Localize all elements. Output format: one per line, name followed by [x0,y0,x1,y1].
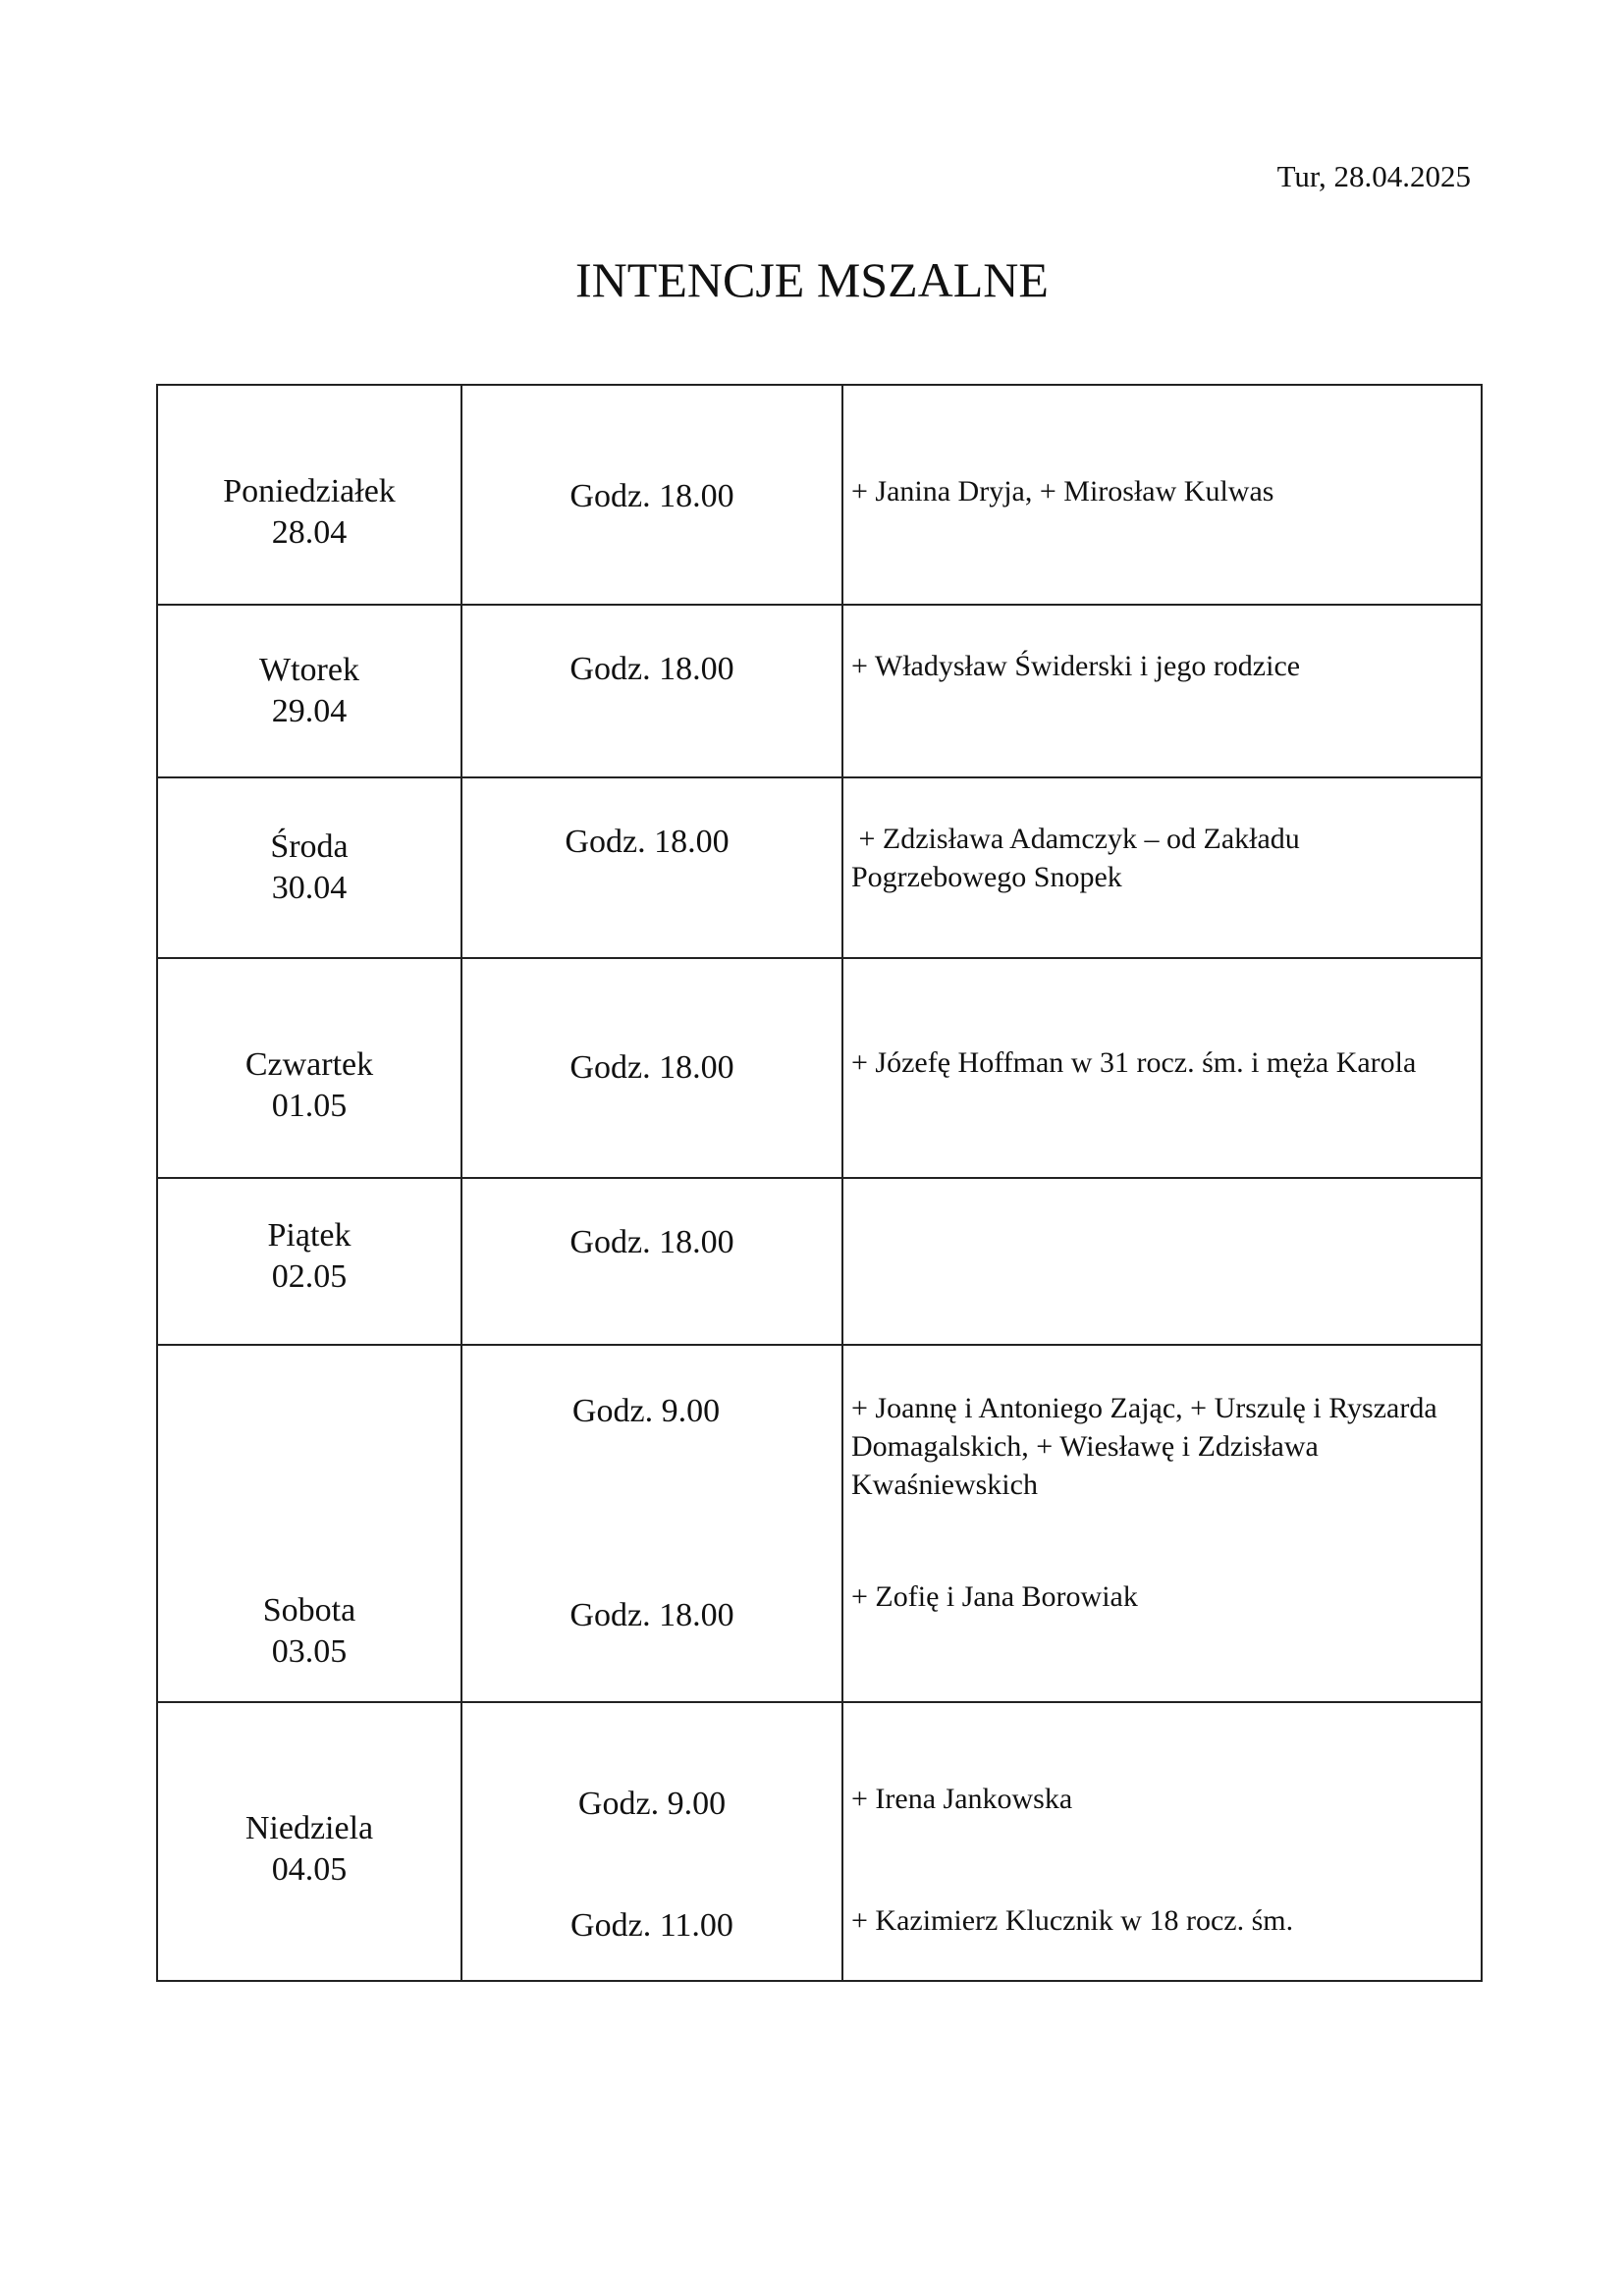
time-cell [461,1178,842,1345]
day-cell [157,1345,461,1702]
day-date: 30.04 [271,870,348,906]
day-name: Niedziela [244,1810,374,1846]
intention-cell [842,1345,1482,1702]
intention-cell [842,1702,1482,1981]
mass-time: Godz. 18.00 [569,478,734,514]
day-name: Piątek [267,1217,352,1254]
table-row-thursday [157,958,1482,1178]
table-row-sunday [157,1702,1482,1981]
intention-cell [842,605,1482,777]
mass-intention: + Władysław Świderski i jego rodzice [851,650,1301,682]
day-date: 29.04 [271,693,348,729]
intention-cell [842,1178,1482,1345]
document-title: INTENCJE MSZALNE [575,252,1049,307]
mass-intentions-table [156,384,1483,1982]
mass-time: Godz. 11.00 [570,1907,733,1944]
day-name: Środa [270,828,349,865]
day-name: Sobota [262,1592,356,1629]
mass-intention: + Kazimierz Klucznik w 18 rocz. śm. [851,1904,1294,1937]
day-date: 01.05 [271,1088,348,1124]
day-name: Poniedziałek [223,473,396,509]
mass-time: Godz. 18.00 [569,1224,734,1260]
mass-intention: + Józefę Hoffman w 31 rocz. śm. i męża Karola [851,1046,1417,1079]
mass-time: Godz. 18.00 [569,1597,734,1633]
day-cell [157,1178,461,1345]
day-date: 02.05 [271,1258,348,1295]
mass-time: Godz. 18.00 [569,1049,734,1086]
day-cell [157,385,461,605]
day-date: 28.04 [271,514,348,551]
day-cell [157,1702,461,1981]
day-cell [157,777,461,958]
mass-time: Godz. 18.00 [565,824,730,860]
time-cell [461,605,842,777]
day-date: 04.05 [271,1851,348,1888]
mass-time: Godz. 18.00 [569,651,734,687]
time-cell [461,385,842,605]
time-cell [461,1702,842,1981]
day-name: Wtorek [259,652,359,688]
mass-time: Godz. 9.00 [577,1786,727,1822]
mass-intention: + Joannę i Antoniego Zając, + Urszulę i Ryszarda Domagalskich, + Wiesławę i Zdzisława Kwaśniewskich [851,1392,1437,1501]
day-cell [157,605,461,777]
intention-cell [842,777,1482,958]
day-date: 03.05 [271,1633,348,1670]
day-name: Czwartek [244,1046,374,1083]
time-cell [461,958,842,1178]
mass-time: Godz. 9.00 [571,1393,721,1429]
day-cell [157,958,461,1178]
table-row-friday [157,1178,1482,1345]
time-cell [461,777,842,958]
time-cell [461,1345,842,1702]
intention-cell [842,958,1482,1178]
mass-intention: + Zdzisława Adamczyk – od Zakładu Pogrzebowego Snopek [851,823,1308,893]
place-date: Tur, 28.04.2025 [1276,159,1471,193]
mass-intention: + Zofię i Jana Borowiak [851,1580,1138,1613]
table-row-wednesday [157,777,1482,958]
mass-intention: + Janina Dryja, + Mirosław Kulwas [851,475,1274,507]
mass-intention: + Irena Jankowska [851,1783,1073,1815]
table-row-tuesday [157,605,1482,777]
table-row-monday [157,385,1482,605]
intention-cell [842,385,1482,605]
table-row-saturday [157,1345,1482,1702]
